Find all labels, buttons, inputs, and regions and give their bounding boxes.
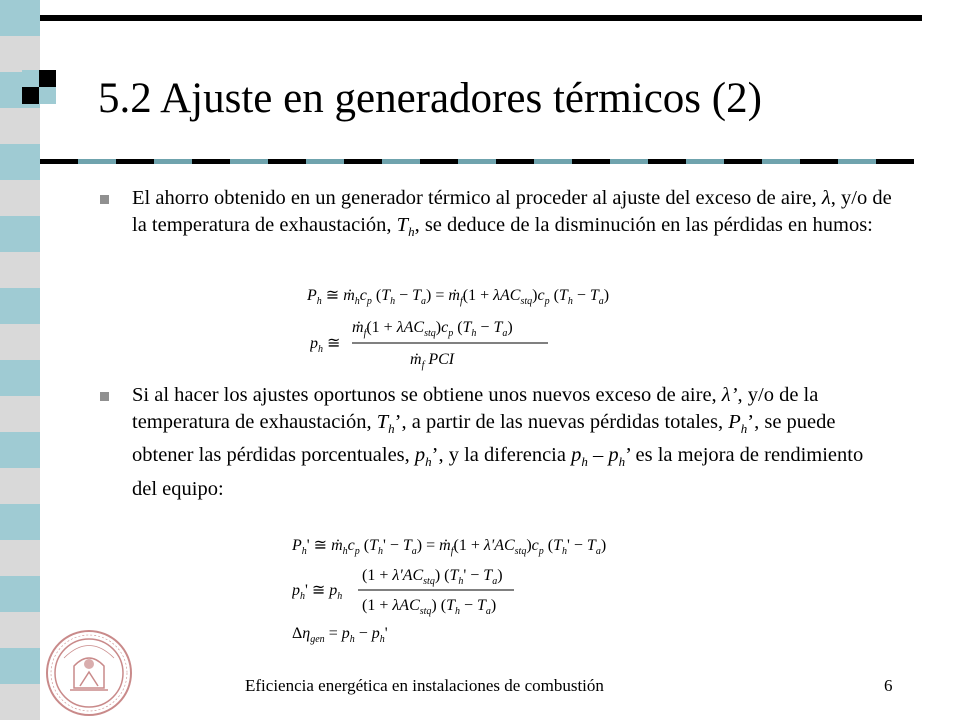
rule-dash bbox=[344, 159, 382, 164]
rule-dash bbox=[116, 159, 154, 164]
rule-dash bbox=[724, 159, 762, 164]
rule-dash bbox=[192, 159, 230, 164]
stripe-block bbox=[0, 540, 40, 576]
stripe-block bbox=[0, 108, 40, 144]
svg-text:ph ≅: $p_h$ ≅ bbox=[310, 335, 341, 355]
stripe-block bbox=[0, 216, 40, 252]
rule-dash bbox=[306, 159, 344, 164]
stripe-block bbox=[0, 432, 40, 468]
svg-text:Ph' ≅ ṁhcp (Th' − Ta) = ṁf(1: $P_h'$ ≅ $ṁ_hc_p$ $(T_h' - T_a)$ = ṁ$_f$(1 + $\lambda'AC_{stq})c_p$ $(T_h' - T_a)$ bbox=[292, 537, 607, 557]
bullet-marker-2 bbox=[100, 392, 109, 401]
rule-dash bbox=[496, 159, 534, 164]
stripe-block bbox=[0, 648, 40, 684]
rule-dash bbox=[686, 159, 724, 164]
stripe-block bbox=[0, 252, 40, 288]
rule-dash bbox=[458, 159, 496, 164]
equation-efficiency-gain bbox=[292, 620, 452, 651]
svg-text:(1 + λ'ACstq) (Th' − Ta): $(1 + \lambda'AC_{stq})$ $(T_h' - T_a)$ bbox=[362, 567, 503, 587]
equation-new-losses-percent bbox=[292, 562, 532, 625]
svg-text:ṁf PCI: ṁ$_f$ PCI bbox=[410, 351, 455, 371]
rule-dash bbox=[610, 159, 648, 164]
bullet-text-1: El ahorro obtenido en un generador térmico al proceder al ajuste del exceso de aire, λ, y/o de la temperatura de exhaustación, $T_h$, se deduce de la disminución en las pérdidas en humos: bbox=[132, 187, 892, 239]
rule-dash bbox=[154, 159, 192, 164]
equation-new-losses-total bbox=[292, 530, 672, 565]
svg-text:Δηgen = ph − ph': $\Delta\eta_{gen} = p_h - p_h'$ bbox=[292, 625, 388, 645]
stripe-block bbox=[0, 288, 40, 324]
rule-dash bbox=[40, 159, 78, 164]
stripe-block bbox=[0, 576, 40, 612]
rule-dash bbox=[230, 159, 268, 164]
page-title: 5.2 Ajuste en generadores térmicos (2) bbox=[98, 75, 762, 122]
stripe-block bbox=[0, 0, 40, 36]
svg-text:ṁf(1 + λACstq)cp (Th − Ta): ṁ$_f$(1 + $\lambda AC_{stq})c_p$ $(T_h - T_a)$ bbox=[352, 319, 513, 339]
top-rule bbox=[40, 15, 922, 21]
equation-losses-percent bbox=[310, 312, 560, 379]
svg-text:(1 + λACstq) (Th − Ta): (1 + λAC$_{stq}$) $(T_h - T_a)$ bbox=[362, 597, 497, 617]
bullet-marker-1 bbox=[100, 195, 109, 204]
stripe-block bbox=[0, 612, 40, 648]
stripe-block bbox=[0, 684, 40, 720]
rule-dash bbox=[762, 159, 800, 164]
rule-dash bbox=[78, 159, 116, 164]
rule-dash bbox=[648, 159, 686, 164]
footer-course-title: Eficiencia energética en instalaciones de combustión bbox=[245, 676, 604, 695]
stripe-block bbox=[0, 144, 40, 180]
rule-dash bbox=[838, 159, 876, 164]
stripe-block bbox=[0, 360, 40, 396]
title-dashed-rule bbox=[40, 159, 914, 164]
stripe-block bbox=[0, 324, 40, 360]
title-checker-icon bbox=[22, 70, 56, 104]
rule-dash bbox=[800, 159, 838, 164]
bullet-text-2: Si al hacer los ajustes oportunos se obtiene unos nuevos exceso de aire, λ’, y/o de la temperatura de exhaustación, $T_h$’, a partir de las nuevas pérdidas totales, $P_h$’, se puede obtener las pérdidas porcentuales, $p_h$’, y la diferencia $p_h - p_h$’ es la mejora de rendimiento del equipo: bbox=[132, 384, 864, 500]
page-number: 6 bbox=[884, 676, 893, 695]
stripe-block bbox=[0, 180, 40, 216]
rule-dash bbox=[420, 159, 458, 164]
stripe-block bbox=[0, 36, 40, 72]
stripe-block bbox=[0, 396, 40, 432]
university-seal-icon bbox=[44, 628, 134, 718]
stripe-block bbox=[0, 468, 40, 504]
svg-text:ph' ≅ ph: $p_h'$ ≅ $p_h$ bbox=[292, 582, 343, 602]
rule-dash bbox=[572, 159, 610, 164]
equation-losses-total bbox=[307, 280, 677, 315]
rule-dash bbox=[876, 159, 914, 164]
stripe-block bbox=[0, 504, 40, 540]
svg-text:Ph ≅ ṁhcp (Th − Ta) = ṁf(1 +: $P_h$ ≅ $ṁ_hc_p$ $(T_h - T_a)$ = ṁ$_f$(1 + $\lambda AC_{stq})c_p$ $(T_h - T_a)$ bbox=[307, 287, 610, 307]
left-stripe-decoration bbox=[0, 0, 40, 720]
rule-dash bbox=[382, 159, 420, 164]
rule-dash bbox=[534, 159, 572, 164]
rule-dash bbox=[268, 159, 306, 164]
